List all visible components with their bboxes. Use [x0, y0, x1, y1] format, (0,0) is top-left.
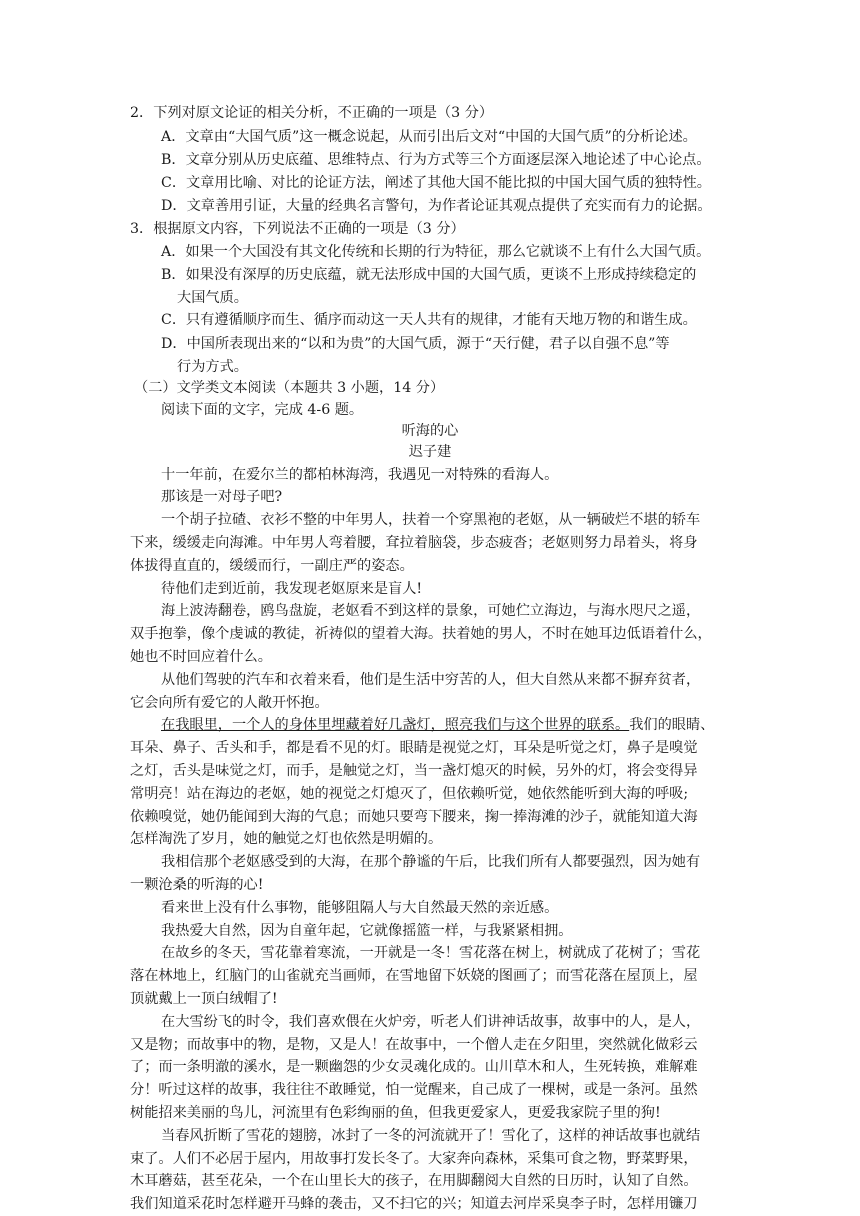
article-line: 又是物；而故事中的物，是物，又是人！在故事中，一个僧人走在夕阳里，突然就化做彩云	[130, 1037, 698, 1053]
article-line: 当春风折断了雪花的翅膀，冰封了一冬的河流就开了！雪化了，这样的神话故事也就结	[161, 1128, 701, 1144]
article-line: 木耳蘑菇，甚至花朵，一个在山里长大的孩子，在用脚翻阅大自然的日历时，认知了自然。	[130, 1173, 698, 1189]
underlined-key-sentence: 在我眼里，一个人的身体里埋藏着好几盏灯，照亮我们与这个世界的联系。	[161, 717, 630, 733]
question-3-option-d-continued: 行为方式。	[177, 359, 248, 375]
article-line-tail: 我们的眼睛、	[629, 717, 715, 733]
article-line: 我们知道采花时怎样避开马蜂的袭击，又不扫它的兴；知道去河岸采臭李子时，怎样用镰刀	[130, 1196, 698, 1212]
article-line: 树能招来美丽的鸟儿，河流里有色彩绚丽的鱼，但我更爱家人，更爱我家院子里的狗!	[130, 1105, 661, 1121]
article-line: 我相信那个老妪感受到的大海，在那个静谧的午后，比我们所有人都要强烈，因为她有	[161, 854, 701, 870]
question-3-option-b: B．如果没有深厚的历史底蕴，就无法形成中国的大国气质，更谈不上形成持续稳定的	[161, 267, 697, 283]
article-line: 我热爱大自然，因为自童年起，它就像摇篮一样，与我紧紧相拥。	[161, 923, 573, 939]
article-line: 双手抱拳，像个虔诚的教徒，祈祷似的望着大海。扶着她的男人，不时在她耳边低语着什么，	[130, 626, 712, 642]
article-line: 海上波涛翻卷，鸥鸟盘旋，老妪看不到这样的景象，可她伫立海边，与海水咫尺之遥，	[161, 603, 701, 619]
article-line: 十一年前，在爱尔兰的都柏林海湾，我遇见一对特殊的看海人。	[161, 467, 559, 483]
article-title: 听海的心	[401, 423, 459, 439]
article-line: 依赖嗅觉，她仍能闻到大海的气息；而她只要弯下腰来，掬一捧海滩的沙子，就能知道大海	[130, 809, 698, 825]
question-3-stem: 3．根据原文内容，下列说法不正确的一项是（3 分）	[130, 221, 465, 237]
article-line: 体拔得直直的，缓缓而行，一副庄严的姿态。	[130, 558, 414, 574]
question-3-option-d: D．中国所表现出来的“以和为贵”的大国气质，源于“天行健，君子以自强不息”等	[161, 336, 670, 352]
article-line: 在故乡的冬天，雪花靠着寒流，一开就是一冬！雪花落在树上，树就成了花树了；雪花	[161, 945, 701, 961]
question-3-option-a: A．如果一个大国没有其文化传统和长期的行为特征，那么它就谈不上有什么大国气质。	[161, 244, 711, 260]
article-line: 看来世上没有什么事物，能够阻隔人与大自然最天然的亲近感。	[161, 900, 559, 916]
section-heading: （二）文学类文本阅读（本题共 3 小题，14 分）	[134, 380, 445, 396]
article-line: 从他们驾驶的汽车和衣着来看，他们是生活中穷苦的人，但大自然从来都不摒弃贫者，	[161, 672, 701, 688]
question-2-option-b: B．文章分别从历史底蕴、思维特点、行为方式等三个方面逐层深入地论述了中心论点。	[161, 152, 711, 168]
question-2-stem: 2．下列对原文论证的相关分析，不正确的一项是（3 分）	[130, 105, 494, 121]
article-line: 待他们走到近前，我发现老妪原来是盲人!	[161, 581, 423, 597]
question-2-option-c: C．文章用比喻、对比的论证方法，阐述了其他大国不能比拟的中国大国气质的独特性。	[161, 175, 711, 191]
article-author: 迟子建	[408, 444, 452, 460]
article-line: 一颗沧桑的听海的心!	[130, 877, 264, 893]
question-2-option-a: A．文章由“大国气质”这一概念说起，从而引出后文对“中国的大国气质”的分析论述。	[161, 129, 697, 145]
article-line: 它会向所有爱它的人敞开怀抱。	[130, 695, 329, 711]
article-line: 下来，缓缓走向海滩。中年男人弯着腰，耷拉着脑袋，步态疲沓；老妪则努力昂着头，将身	[130, 535, 698, 551]
article-key-sentence-line	[161, 714, 714, 736]
question-2-option-d: D．文章善用引证，大量的经典名言警句，为作者论证其观点提供了充实而有力的论据。	[161, 198, 712, 214]
article-line: 怎样淘洗了岁月，她的触觉之灯也依然是明媚的。	[130, 831, 443, 847]
article-line: 耳朵、鼻子、舌头和手，都是看不见的灯。眼睛是视觉之灯，耳朵是听觉之灯，鼻子是嗅觉	[130, 740, 698, 756]
article-line: 了；而一条明澈的溪水，是一颗幽怨的少女灵魂化成的。山川草木和人，生死转换，难解难	[130, 1059, 698, 1075]
article-line: 一个胡子拉碴、衣衫不整的中年男人，扶着一个穿黑袍的老妪，从一辆破烂不堪的轿车	[161, 512, 701, 528]
question-3-option-c: C．只有遵循顺序而生、循序而动这一天人共有的规律，才能有天地万物的和谐生成。	[161, 312, 697, 328]
article-line: 之灯，舌头是味觉之灯，而手，是触觉之灯，当一盏灯熄灭的时候，另外的灯，将会变得异	[130, 763, 698, 779]
article-line: 束了。人们不必居于屋内，用故事打发长冬了。大家奔向森林，采集可食之物，野菜野果，	[130, 1151, 698, 1167]
article-line: 顶就戴上一顶白绒帽了!	[130, 991, 278, 1007]
article-line: 分！听过这样的故事，我往往不敢睡觉，怕一觉醒来，自己成了一棵树，或是一条河。虽然	[130, 1082, 698, 1098]
section-instruction: 阅读下面的文字，完成 4-6 题。	[161, 402, 364, 418]
article-line: 在大雪纷飞的时令，我们喜欢偎在火炉旁，听老人们讲神话故事，故事中的人，是人，	[161, 1014, 701, 1030]
article-line: 她也不时回应着什么。	[130, 649, 272, 665]
article-line: 那该是一对母子吧?	[161, 489, 283, 505]
question-3-option-b-continued: 大国气质。	[177, 290, 248, 306]
article-line: 常明亮！站在海边的老妪，她的视觉之灯熄灭了，但依赖听觉，她依然能听到大海的呼吸;	[130, 786, 689, 802]
article-line: 落在林地上，红脑门的山雀就充当画师，在雪地留下妖娆的图画了；而雪花落在屋顶上，屋	[130, 968, 698, 984]
